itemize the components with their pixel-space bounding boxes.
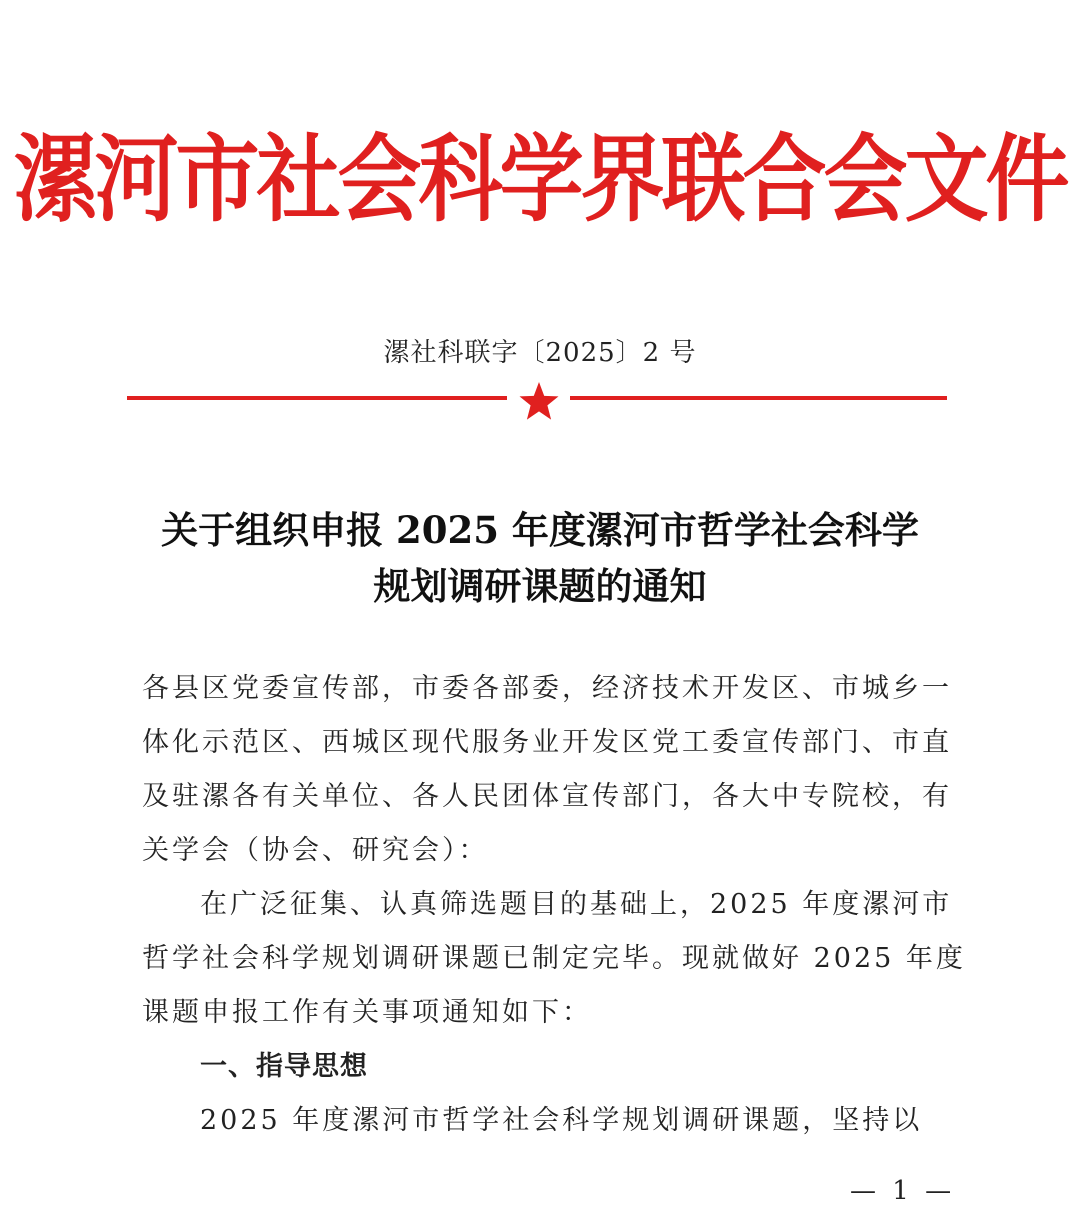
section-heading-guiding-thought: 一、指导思想 [200, 1051, 368, 1082]
notice-title-line-2: 规划调研课题的通知 [373, 564, 707, 608]
addressee-line-1: 各县区党委宣传部，市委各部委，经济技术开发区、市城乡一 [142, 673, 952, 704]
red-star-icon [518, 380, 560, 422]
document-number: 漯社科联字〔2025〕2 号 [383, 338, 697, 368]
red-divider-left [127, 396, 507, 400]
addressee-line-4: 关学会（协会、研究会）： [142, 835, 489, 866]
intro-line-3: 课题申报工作有关事项通知如下： [142, 997, 592, 1028]
notice-body [142, 662, 966, 1148]
addressee-line-3: 及驻漯各有关单位、各人民团体宣传部门，各大中专院校，有 [142, 781, 952, 812]
notice-title-line-1: 关于组织申报 2025 年度漯河市哲学社会科学 [161, 508, 919, 552]
page-number: — 1 — [850, 1176, 956, 1206]
document-masthead: 漯河市社会科学界联合会文件 [13, 123, 1067, 235]
notice-title [0, 502, 1080, 614]
red-divider-right [570, 396, 947, 400]
intro-line-1: 在广泛征集、认真筛选题目的基础上，2025 年度漯河市 [200, 889, 953, 920]
intro-line-2: 哲学社会科学规划调研课题已制定完毕。现就做好 2025 年度 [142, 943, 966, 974]
section-1-text-line-1: 2025 年度漯河市哲学社会科学规划调研课题，坚持以 [200, 1105, 923, 1136]
addressee-line-2: 体化示范区、西城区现代服务业开发区党工委宣传部门、市直 [142, 727, 952, 758]
